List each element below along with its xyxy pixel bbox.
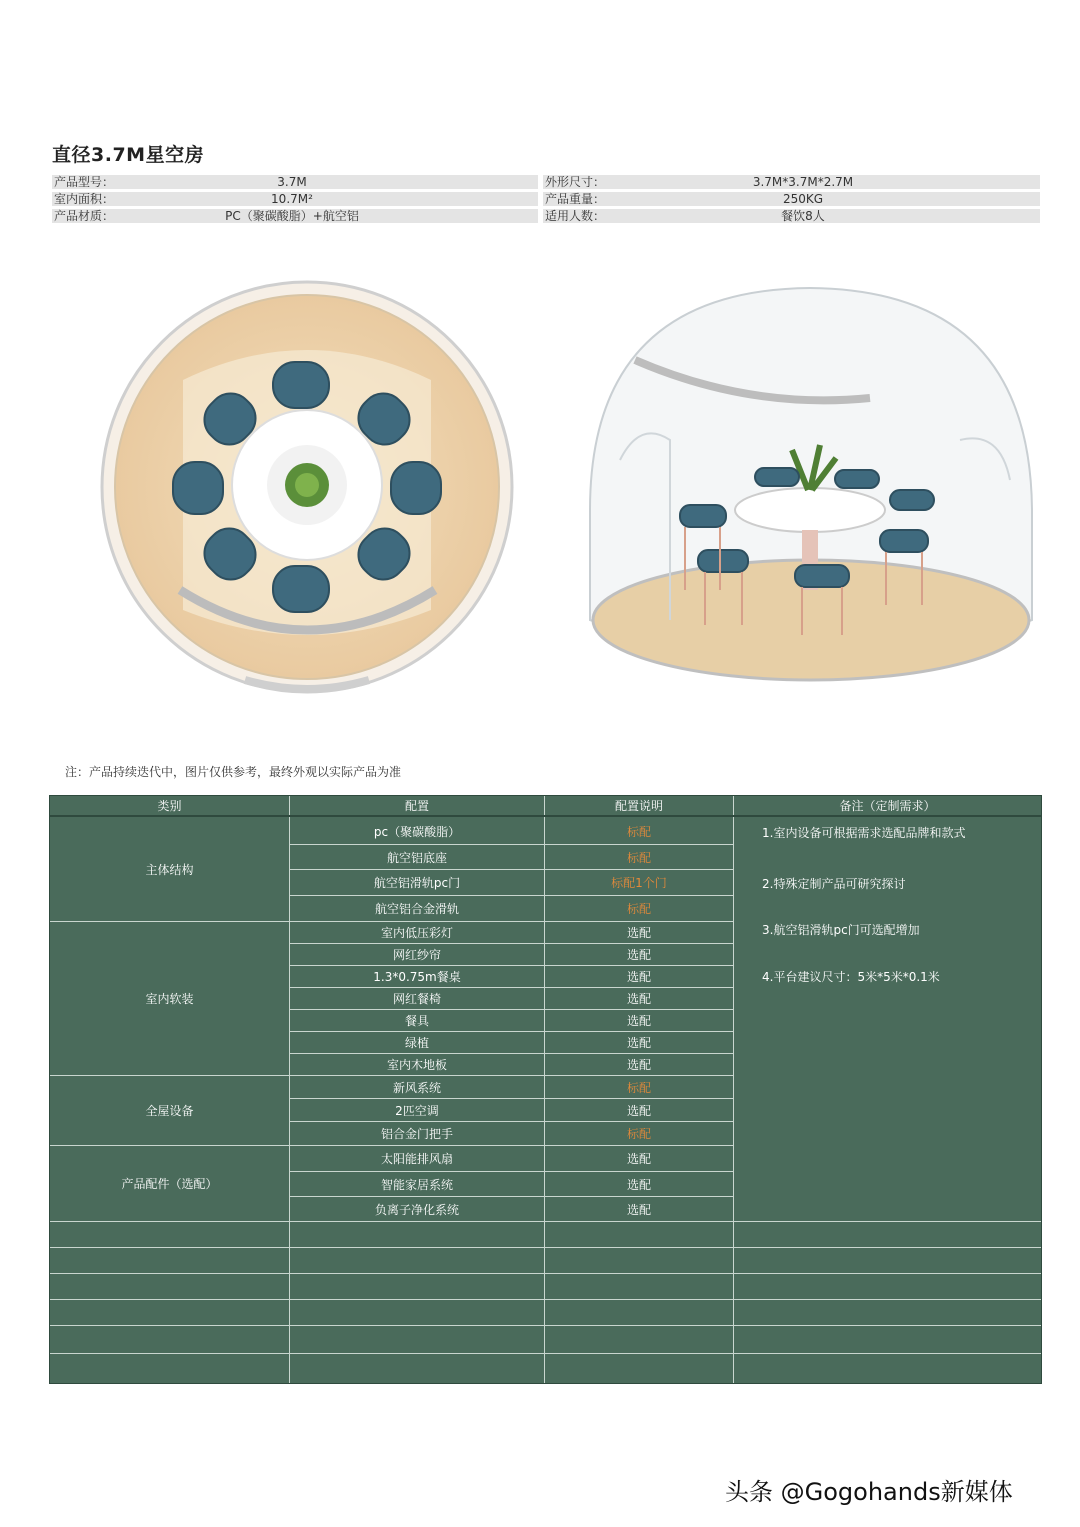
remark-item: 1.室内设备可根据需求选配品牌和款式 (762, 826, 966, 840)
spec-label: 产品材质： (54, 209, 115, 223)
config-cell: 铝合金门把手 (380, 1127, 453, 1141)
config-desc-cell: 选配 (626, 1202, 651, 1217)
spec-row-weight (543, 192, 1040, 206)
config-cell: 室内低压彩灯 (380, 926, 453, 940)
config-desc-cell: 选配 (626, 1177, 651, 1192)
spec-row-model (52, 175, 538, 189)
dome-perspective-illustration (580, 280, 1040, 700)
config-cell: 网红餐椅 (392, 992, 441, 1006)
config-desc-cell: 标配 (626, 1080, 651, 1095)
config-cell: 负离子净化系统 (374, 1202, 459, 1217)
spec-value: PC（聚碳酸脂）+航空铝 (225, 209, 359, 223)
config-cell: 航空铝合金滑轨 (374, 902, 459, 916)
config-cell: 智能家居系统 (380, 1177, 453, 1192)
config-desc-cell: 标配 (626, 850, 651, 865)
config-desc-cell: 标配 (626, 825, 651, 839)
config-cell: 2匹空调 (395, 1103, 439, 1118)
spec-label: 产品型号： (54, 175, 115, 189)
spec-row-people (543, 209, 1040, 223)
spec-label: 外形尺寸： (545, 175, 606, 189)
config-cell: 室内木地板 (386, 1058, 447, 1072)
config-desc-cell: 选配 (626, 1152, 651, 1166)
config-cell: 餐具 (404, 1014, 429, 1028)
config-desc-cell: 标配 (626, 1127, 651, 1141)
spec-row-area (52, 192, 538, 206)
header-config: 配置 (404, 799, 429, 813)
header-config-desc: 配置说明 (614, 799, 663, 813)
config-desc-cell: 选配 (626, 1103, 651, 1118)
config-table (49, 795, 1042, 1384)
category-accessories: 产品配件（选配） (121, 1177, 218, 1191)
config-cell: pc（聚碳酸脂） (373, 825, 461, 839)
remark-item: 3.航空铝滑轨pc门可选配增加 (762, 923, 920, 937)
remark-item: 2.特殊定制产品可研究探讨 (762, 877, 906, 891)
config-desc-cell: 标配 (626, 902, 651, 916)
spec-row-size (543, 175, 1040, 189)
category-interior: 室内软装 (145, 992, 194, 1006)
category-equipment: 全屋设备 (145, 1104, 194, 1118)
config-cell: 1.3*0.75m餐桌 (373, 970, 461, 984)
remark-item: 4.平台建议尺寸：5米*5米*0.1米 (762, 970, 940, 984)
spec-value: 3.7M*3.7M*2.7M (752, 175, 854, 189)
category-main-structure: 主体结构 (145, 862, 194, 877)
config-cell: 网红纱帘 (392, 948, 441, 962)
header-remarks: 备注（定制需求） (839, 799, 936, 813)
config-desc-cell: 选配 (626, 970, 651, 984)
config-cell: 太阳能排风扇 (380, 1152, 453, 1166)
spec-label: 室内面积： (54, 192, 115, 206)
spec-label: 适用人数： (545, 209, 606, 223)
product-note: 注：产品持续迭代中，图片仅供参考，最终外观以实际产品为准 (65, 765, 402, 779)
watermark: 头条 @Gogohands新媒体 (725, 1478, 1013, 1506)
config-desc-cell: 选配 (626, 992, 651, 1006)
top-view-illustration (95, 280, 525, 710)
config-desc-cell: 选配 (626, 1014, 651, 1028)
header-category: 类别 (157, 799, 182, 813)
config-desc-cell: 标配1个门 (611, 876, 667, 890)
config-cell: 航空铝滑轨pc门 (373, 876, 461, 890)
config-desc-cell: 选配 (626, 1058, 651, 1072)
config-cell: 新风系统 (392, 1080, 441, 1095)
config-desc-cell: 选配 (626, 948, 651, 962)
config-cell: 航空铝底座 (386, 850, 447, 865)
spec-row-material (52, 209, 538, 223)
config-desc-cell: 选配 (626, 926, 651, 940)
spec-value: 餐饮8人 (781, 209, 825, 223)
page-title: 直径3.7M星空房 (52, 144, 205, 166)
spec-label: 产品重量： (545, 192, 606, 206)
config-cell: 绿植 (404, 1036, 429, 1050)
spec-value: 10.7M² (271, 192, 313, 206)
spec-value: 250KG (782, 192, 824, 206)
spec-value: 3.7M (277, 175, 307, 189)
config-desc-cell: 选配 (626, 1036, 651, 1050)
